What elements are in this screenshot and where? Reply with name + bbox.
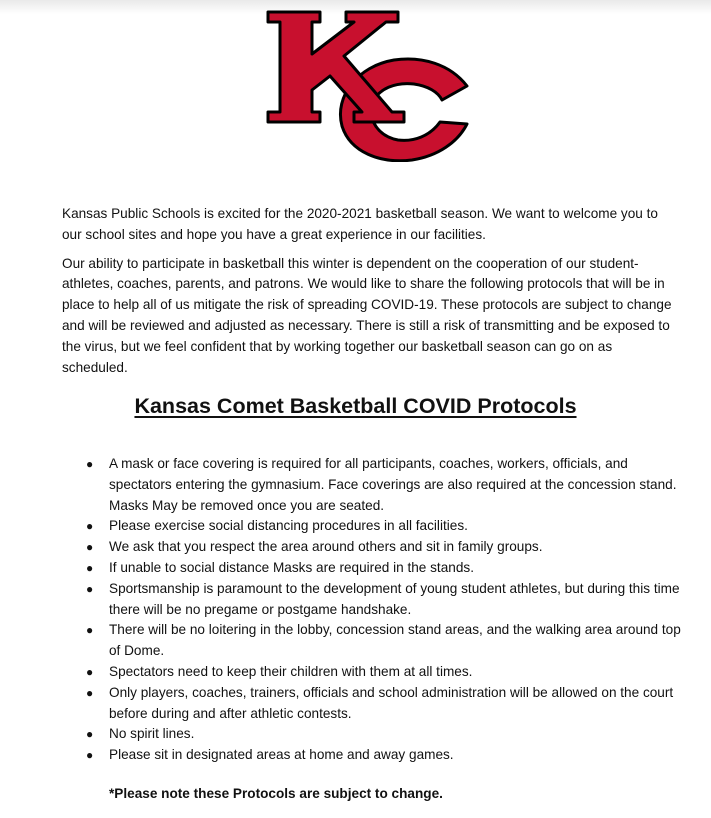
bullet-icon: ●	[86, 685, 94, 700]
protocol-text: We ask that you respect the area around others and sit in family groups.	[109, 539, 543, 555]
bullet-icon: ●	[86, 623, 94, 638]
list-item	[86, 662, 682, 683]
bullet-icon: ●	[86, 457, 94, 471]
bullet-icon: ●	[86, 748, 94, 763]
list-item	[86, 579, 682, 621]
intro-section	[62, 204, 680, 386]
list-item	[86, 620, 682, 662]
list-item	[86, 683, 682, 725]
protocol-text: Sportsmanship is paramount to the development of young student athletes, but during this time there will be no pregame or postgame handshake.	[109, 580, 680, 617]
kc-arrowhead-logo-icon	[262, 4, 474, 162]
protocol-text: Please exercise social distancing procedures in all facilities.	[109, 518, 468, 534]
bullet-icon: ●	[86, 581, 94, 596]
intro-paragraph-1: Kansas Public Schools is excited for the 2020-2021 basketball season. We want to welcome you to our school sites and hope you have a great experience in our facilities.	[62, 206, 658, 242]
list-item	[86, 724, 682, 745]
bullet-icon: ●	[86, 540, 94, 555]
list-item	[86, 558, 682, 579]
protocol-text: A mask or face covering is required for all participants, coaches, workers, officials, and spectators entering the gymnasium. Face coverings are also required at the concession stand. Masks May be removed once you are seated.	[109, 456, 677, 513]
protocol-text: There will be no loitering in the lobby, concession stand areas, and the walking area around top of Dome.	[109, 622, 681, 659]
bullet-icon: ●	[86, 664, 94, 679]
protocol-text: Only players, coaches, trainers, officials and school administration will be allowed on the court before during and after athletic contests.	[109, 684, 674, 721]
protocol-text: Spectators need to keep their children with them at all times.	[109, 663, 473, 679]
list-item	[86, 537, 682, 558]
protocols-list	[86, 454, 682, 766]
bullet-icon: ●	[86, 727, 94, 742]
protocol-text: No spirit lines.	[109, 726, 195, 742]
intro-paragraph-2: Our ability to participate in basketball this winter is dependent on the cooperation of our student-athletes, coaches, parents, and patrons. We would like to share the following protocols that will be in place to help all of us mitigate the risk of spreading COVID-19. These protocols are subject to change and will be reviewed and adjusted as necessary. There is still a risk of transmitting and be exposed to the virus, but we feel confident that by working together our basketball season can go on as scheduled.	[62, 255, 672, 375]
bullet-icon: ●	[86, 560, 94, 575]
list-item	[86, 516, 682, 537]
protocol-text: If unable to social distance Masks are required in the stands.	[109, 559, 474, 575]
list-item	[86, 745, 682, 766]
protocol-text: Please sit in designated areas at home and away games.	[109, 747, 454, 763]
protocols-heading: Kansas Comet Basketball COVID Protocols	[134, 394, 577, 418]
bullet-icon: ●	[86, 519, 94, 534]
change-notice: *Please note these Protocols are subject to change.	[109, 786, 443, 801]
list-item	[86, 454, 682, 516]
